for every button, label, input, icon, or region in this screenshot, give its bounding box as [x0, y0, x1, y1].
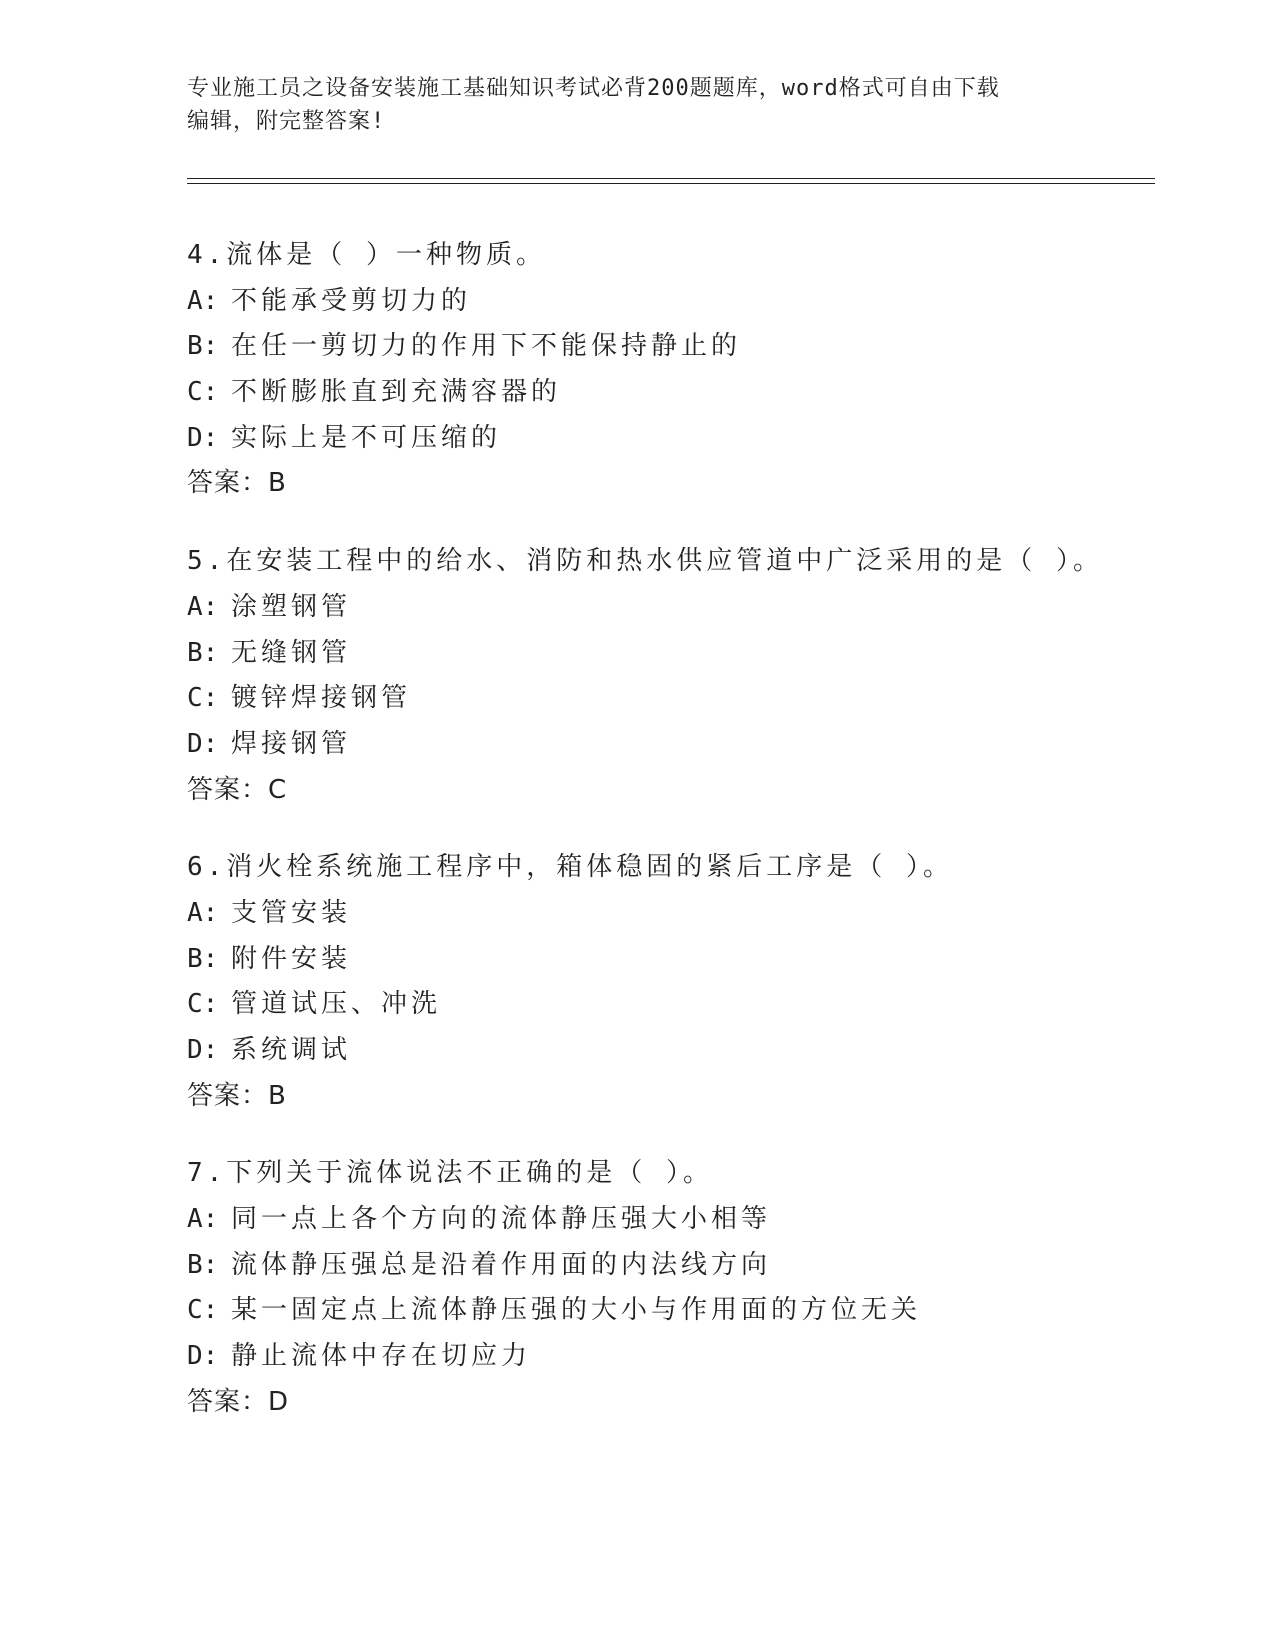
option-letter: D: — [187, 1035, 219, 1065]
option-letter: D: — [187, 728, 219, 759]
document-header — [187, 72, 1087, 138]
option-letter: A: — [187, 897, 219, 928]
option-b — [187, 937, 1155, 983]
option-d — [187, 722, 1155, 768]
question-stem: 4.流体是（ ）一种物质。 — [187, 240, 546, 270]
answer: 答案：B — [187, 468, 287, 499]
answer: 答案：D — [187, 1386, 290, 1417]
option-letter: C: — [187, 377, 219, 408]
question-7 — [187, 1151, 1155, 1425]
question-5 — [187, 539, 1155, 813]
option-letter: B: — [187, 943, 219, 974]
option-text: 静止流体中存在切应力 — [231, 1341, 532, 1372]
option-c — [187, 982, 1155, 1028]
option-letter: D: — [187, 422, 219, 453]
option-text: 附件安装 — [231, 943, 352, 974]
option-b — [187, 324, 1155, 370]
option-letter: C: — [187, 683, 219, 714]
option-text: 支管安装 — [231, 897, 352, 928]
option-text: 同一点上各个方向的流体静压强大小相等 — [231, 1204, 772, 1235]
option-d — [187, 1334, 1155, 1380]
option-letter: C: — [187, 989, 219, 1020]
option-text: 无缝钢管 — [231, 637, 352, 668]
option-c — [187, 676, 1155, 722]
option-b — [187, 631, 1155, 677]
option-text: 涂塑钢管 — [231, 591, 352, 622]
answer: 答案：B — [187, 1080, 287, 1111]
option-text: 不能承受剪切力的 — [231, 285, 472, 316]
option-b — [187, 1243, 1155, 1289]
option-a — [187, 585, 1155, 631]
header-line-1: 专业施工员之设备安装施工基础知识考试必背200题题库，word格式可自由下载 — [187, 76, 1000, 101]
option-letter: C: — [187, 1295, 219, 1326]
option-text: 管道试压、冲洗 — [231, 989, 442, 1020]
option-d — [187, 1028, 1155, 1074]
option-text: 不断膨胀直到充满容器的 — [231, 377, 562, 408]
option-a — [187, 1197, 1155, 1243]
answer: 答案：C — [187, 774, 288, 805]
option-text: 某一固定点上流体静压强的大小与作用面的方位无关 — [231, 1295, 922, 1326]
option-text: 实际上是不可压缩的 — [231, 422, 502, 453]
option-text: 镀锌焊接钢管 — [231, 683, 412, 714]
option-text: 在任一剪切力的作用下不能保持静止的 — [231, 331, 742, 362]
option-c — [187, 1288, 1155, 1334]
option-letter: A: — [187, 1204, 219, 1235]
question-4 — [187, 233, 1155, 507]
option-letter: B: — [187, 1249, 219, 1280]
question-6 — [187, 845, 1155, 1119]
option-c — [187, 370, 1155, 416]
question-stem: 7.下列关于流体说法不正确的是（ ）。 — [187, 1158, 713, 1189]
option-a — [187, 891, 1155, 937]
option-text: 系统调试 — [231, 1035, 352, 1065]
question-list — [187, 233, 1155, 1458]
option-letter: B: — [187, 637, 219, 668]
option-letter: A: — [187, 285, 219, 316]
header-divider-top — [187, 178, 1155, 179]
option-letter: B: — [187, 331, 219, 362]
option-text: 焊接钢管 — [231, 728, 352, 759]
header-divider-bottom — [187, 183, 1155, 184]
question-stem: 6.消火栓系统施工程序中，箱体稳固的紧后工序是（ ）。 — [187, 852, 953, 883]
header-line-2: 编辑，附完整答案! — [187, 109, 386, 134]
option-d — [187, 416, 1155, 462]
option-letter: A: — [187, 591, 219, 622]
question-stem: 5.在安装工程中的给水、消防和热水供应管道中广泛采用的是（ ）。 — [187, 546, 1103, 577]
option-text: 流体静压强总是沿着作用面的内法线方向 — [231, 1249, 772, 1280]
option-letter: D: — [187, 1341, 219, 1372]
option-a — [187, 279, 1155, 325]
